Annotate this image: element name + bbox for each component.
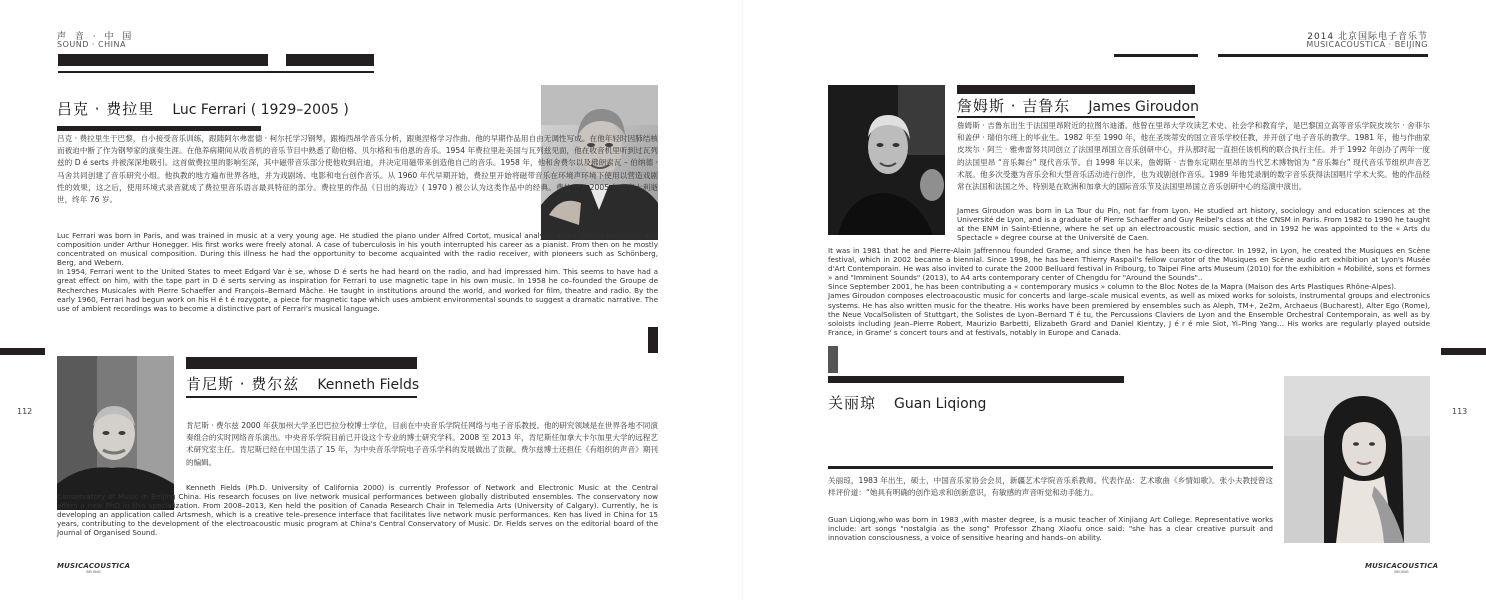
fields-top-bar xyxy=(186,357,417,369)
guan-bio-en xyxy=(828,515,1273,542)
header-bar-1 xyxy=(58,54,268,66)
ferrari-heading xyxy=(57,98,349,119)
ferrari-end-marker xyxy=(648,327,658,353)
fields-name-en: Kenneth Fields xyxy=(317,377,420,393)
giroudon-bio-en-indented: James Giroudon was born in La Tour du Pin, not far from Lyon. He studied art history, sociology and education sciences at the Université de Lyon, and is a graduate of Pierre Schaeffer and Guy Reibel's class at the CNSM in Paris. From 1982 to 1990 he taught at the ENM in Saint-Etienne, where he set up an electroacoustic music section, and in 1992 he was appointed to the « Arts du Spectacle » degree course at the Université de Caen. xyxy=(957,206,1430,243)
guan-marker xyxy=(828,346,838,373)
page-number-left: 112 xyxy=(17,407,33,416)
logo-left xyxy=(57,562,130,574)
fields-bio-cn: 肯尼斯 · 费尔兹 2000 年获加州大学圣巴巴拉分校博士学位，目前在中央音乐学院任网络与电子音乐教授。他的研究领域是在世界各地不同演奏组合的实时网络音乐演出。中央音乐学院目前已开设这个专业的博士研究学科。2008 至 2013 年，肯尼斯任加拿大卡尔加里大学的远程艺术研究室主任。肯尼斯已经在中国生活了 15 年，为中央音乐学院电子音乐学科的发展做出了贡献。费尔兹博士还担任《有组织的声音》期刊的编辑。 xyxy=(186,421,658,467)
logo-left-sub: BEIJING xyxy=(86,570,101,574)
fields-heading xyxy=(186,373,419,394)
left-edge-tab xyxy=(0,348,45,355)
header-rule-right-1 xyxy=(1114,54,1198,57)
giroudon-bio-cn: 詹姆斯 · 吉鲁东出生于法国里昂附近的拉图尔迪潘。他曾在里昂大学攻读艺术史、社会学和教育学，是巴黎国立高等音乐学院皮埃尔 · 舍菲尔和盖伊 · 瑞伯尔班上的毕业生。1982 年至 1990 年，他在圣埃蒂安的国立音乐学校任教，并开创了电子音乐的教学。1981 年，他与作曲家皮埃尔 · 阿兰 · 雅弗雷努共同创立了法国里昂国立音乐创研中心，并从那时起一直担任该机构的联合执行主任。并于 1992 年创办了两年一度的法国里昂 “音乐舞台” 现代音乐节。自 1998 年以来，詹姆斯 · 吉鲁东定期在里昂的当代艺术博物馆为 “音乐舞台” 现代音乐节组织声音艺术展。他多次受邀为音乐会和大型音乐活动进行创作，也为戏剧创作音乐。1989 年他凭录制的数字音乐获得法国唱片学术大奖。他的作品经常在法国和法国之外、特别是在欧洲和加拿大的国际音乐节及法国里昂国立音乐创研中心的巡演中演出。 xyxy=(957,121,1430,192)
giroudon-portrait-image xyxy=(828,85,945,235)
ferrari-bio-cn: 吕克 · 费拉里生于巴黎，自小接受音乐训练，跟随阿尔弗雷德 · 柯尔托学习钢琴，跟梅西昂学音乐分析，跟奥涅格学习作曲。他的早期作品用自由无调性写成。在他年轻时因肺结核而被迫中断了作为钢琴家的演奏生涯。在他养病期间从收音机的音乐节目中熟悉了勋伯格、贝尔格和韦伯恩的音乐。1954 年费拉里赴美国与瓦列兹见面，他在收音机里听到过瓦列兹的 D é serts 并被深深地吸引。这首做费拉里的影响至深，其中磁带音乐部分使他收到启迪，并决定用磁带来创造他自己的音乐。1958 年，他和舍费尔以及佛朗索瓦 – 伯纳德 · 马舍共同创建了音乐研究小组。他执教的地方遍布世界各地，并为戏剧场、电影和电台创作音乐。从 1960 年代早期开始，费拉里开始将磁带音乐在环境声环境下使用以营造戏剧性的效果，这之后，使用环境式录音就成了费拉里音乐语言最具特征的部分。费拉里的作品《日出的海边》( 1970 ) 被公认为这类作品中的经典。费拉里于 2005 年在秦大利逝世，终年 76 岁。 xyxy=(57,134,658,205)
ferrari-bio-en-p2: In 1954, Ferrari went to the United States to meet Edgard Var è se, whose D é serts he had heard on the radio, and had impressed him. This seems to have had a great effect on him, with the tape part in D é serts serving as inspiration for Ferrari to use magnetic tape in his own music. In 1958 he co–founded the Groupe de Recherches Musicales with Pierre Schaeffer and François–Bernard Mâche. He taught in institutions around the world, and worked for film, theatre and radio. By the early 1960, Ferrari had begun work on his H é t é rozygote, a piece for magnetic tape which uses ambient environmental sounds to suggest a dramatic narrative. The use of ambient recordings was to become a distinctive part of Ferrari's musical language. xyxy=(57,267,658,313)
guan-portrait-image xyxy=(1284,376,1430,543)
fields-bio-en xyxy=(57,483,658,538)
fields-underline xyxy=(186,396,417,398)
guan-bio-cn: 关丽琼，1983 年出生，硕士，中国音乐家协会会员，新疆艺术学院音乐系教师。代表作品：艺术歌曲《乡情如歌》。张小夫教授曾这样评价道：“她具有明确的创作追求和创新意识，有敏感的声音听觉和动手能力。 xyxy=(828,476,1273,498)
giroudon-bio-en-p1: It was in 1981 that he and Pierre-Alain Jaffrennou founded Grame, and since then he has been its co-director. In 1992, in Lyon, he created the Musiques en Scène festival, which in 2002 became a biennial. Since 1998, he has been Thierry Raspail's fellow curator of the Musiques en Scène audio art exhibition at Lyon's Musée d'Art Contemporain. He was also invited to curate the 2000 Belluard festival in Fribourg, to Taipei Fine arts Museum (2010) for the exhibition « Mobilité, sons et formes » and "Imminent Sounds" (2013), to A4 arts contemporary center of Chengdu for "Around the Sounds".. xyxy=(828,246,1430,283)
page-fold xyxy=(742,0,744,600)
logo-left-text: MUSICACOUSTICA xyxy=(57,562,131,570)
giroudon-portrait xyxy=(828,85,945,235)
guan-portrait xyxy=(1284,376,1430,543)
logo-right xyxy=(1365,562,1438,574)
ferrari-name-cn: 吕克 · 费拉里 xyxy=(57,100,155,118)
giroudon-heading xyxy=(957,95,1199,116)
header-rule-right-2 xyxy=(1218,54,1428,57)
ferrari-bio-en-p1: Luc Ferrari was born in Paris, and was trained in music at a very young age. He studied the piano under Alfred Cortot, musical analysis under Olivier Messiaen, and composition under Arthur Honegger. His first works were freely atonal. A case of tuberculosis in his youth interrupted his career as a pianist. From then on he mostly concentrated on musical composition. During this illness he had the opportunity to become acquainted with the radio receiver, with pioneers such as Schönberg, Berg, and Webern. xyxy=(57,231,658,268)
ferrari-underline xyxy=(57,126,261,131)
header-left-en: SOUND · CHINA xyxy=(57,40,126,49)
logo-right-sub: BEIJING xyxy=(1394,570,1409,574)
page-number-right: 113 xyxy=(1452,407,1468,416)
fields-bio-en-p1: Kenneth Fields (Ph.D. University of California 2000) is currently Professor of Network and Electronic Music at the Central Conservatory of Music in Beijing China. His research focuses on live network musical performances between globally distributed ensembles. The conservatory now offers a new PhD in this specialization. From 2008–2013, Ken held the position of Canada Research Chair in Telemedia Arts (University of Calgary). Currently, he is developing an application called Artsmesh, which is a creative tele–presence interface that facilitates live network music performances. Ken has lived in China for 15 years, contributing to the development of the electroacoustic music program at China's Central Conservatory of Music. Dr. Fields serves on the editorial board of the Journal of Organised Sound. xyxy=(57,483,658,538)
header-rule-left xyxy=(58,71,374,73)
giroudon-top-bar xyxy=(957,85,1195,94)
header-right-en: MUSICACOUSTICA · BEIJING xyxy=(1306,40,1428,49)
giroudon-bio-en xyxy=(828,246,1430,337)
guan-top-bar xyxy=(828,376,1124,383)
giroudon-name-cn: 詹姆斯 · 吉鲁东 xyxy=(957,97,1071,115)
guan-underline xyxy=(828,466,1273,469)
guan-name-cn: 关丽琼 xyxy=(828,394,877,412)
logo-right-text: MUSICACOUSTICA xyxy=(1365,562,1439,570)
header-bar-2 xyxy=(286,54,374,66)
giroudon-name-en: James Giroudon xyxy=(1088,99,1199,115)
ferrari-name-en: Luc Ferrari ( 1929–2005 ) xyxy=(172,102,349,118)
giroudon-bio-en-p3: James Giroudon composes electroacoustic music for concerts and large–scale musical events, as well as mixed works for soloists, instrumental groups and electronics systems. He has also written music for the theatre. His works have been premiered by ensembles such as Aleph, TM+, 2e2m, Archaeus (Bucharest), Alter Ego (Rome), the Neue VocalSolisten of Stuttgart, the Solistes de Lyon–Bernard T é tu, the Percussions Claviers de Lyon and the Ensemble Orchestral Contemporain, as well as by soloists including Jean–Pierre Robert, Maurizio Barbetti, Elizabeth Grard and Daniel Kientzy, J é r é mie Siot, Yi–Ping Yang… His works are regularly played outside France, in Grame' s concert tours and at festivals, notably in Europe and Canada. xyxy=(828,291,1430,337)
header-right-cn: 2014 北京国际电子音乐节 xyxy=(1307,32,1428,42)
fields-name-cn: 肯尼斯 · 费尔兹 xyxy=(186,375,300,393)
giroudon-underline xyxy=(957,116,1195,118)
right-edge-tab xyxy=(1441,348,1486,355)
ferrari-bio-en xyxy=(57,231,658,313)
guan-name-en: Guan Liqiong xyxy=(894,396,987,412)
header-left-cn: 声 音 · 中 国 xyxy=(57,32,135,42)
guan-bio-en-p1: Guan Liqiong,who was born in 1983 ,with master degree, is a music teacher of Xinjiang Art College. Representative works include: art songs "nostalgia as the song" Professor Zhang Xiaofu once said: "she has a clear creative pursuit and innovation consciousness, a voice of sensitive hearing and hands–on ability. xyxy=(828,515,1273,543)
giroudon-bio-en-p2: Since September 2001, he has been contributing a « contemporary musics » column to the Bloc Notes de la Mapra (Maison des Arts Plastiques Rhône-Alpes). xyxy=(828,282,1397,292)
guan-heading xyxy=(828,392,986,413)
